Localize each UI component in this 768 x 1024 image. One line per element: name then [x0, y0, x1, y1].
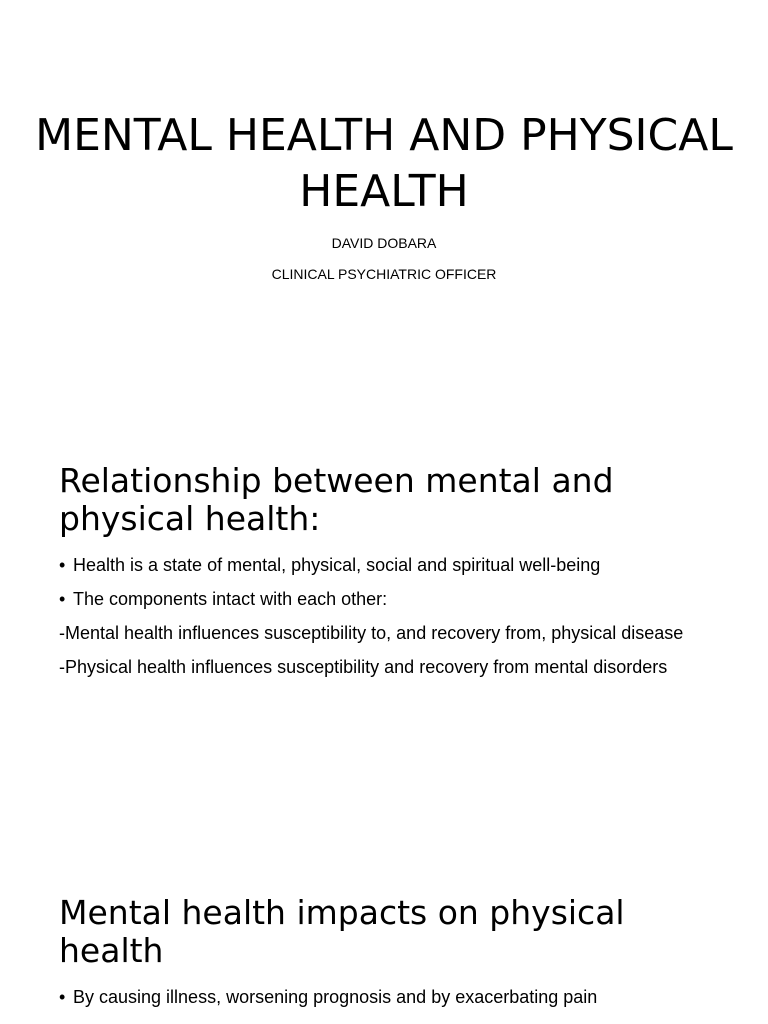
- presentation-title: MENTAL HEALTH AND PHYSICAL HEALTH: [35, 110, 733, 217]
- slide-mental-impacts: [0, 852, 768, 1024]
- slide-relationship: [0, 420, 768, 820]
- slide-heading: Mental health impacts on physical health: [59, 893, 625, 970]
- title-slide: [0, 0, 768, 384]
- list-item: • The components intact with each other:: [59, 586, 719, 612]
- slide-body-list: [59, 552, 719, 688]
- list-item: • Health is a state of mental, physical, social and spiritual well-being: [59, 552, 719, 578]
- list-item: -Mental health influences susceptibility to, and recovery from, physical disease: [59, 623, 684, 643]
- slide-body-list: [59, 984, 719, 1018]
- slide-heading: Relationship between mental and physical health:: [59, 461, 614, 538]
- author-name: DAVID DOBARA: [331, 235, 437, 251]
- author-role: CLINICAL PSYCHIATRIC OFFICER: [271, 266, 497, 282]
- list-item: -Physical health influences susceptibility and recovery from mental disorders: [59, 657, 668, 677]
- list-item: • By causing illness, worsening prognosis and by exacerbating pain: [59, 984, 719, 1010]
